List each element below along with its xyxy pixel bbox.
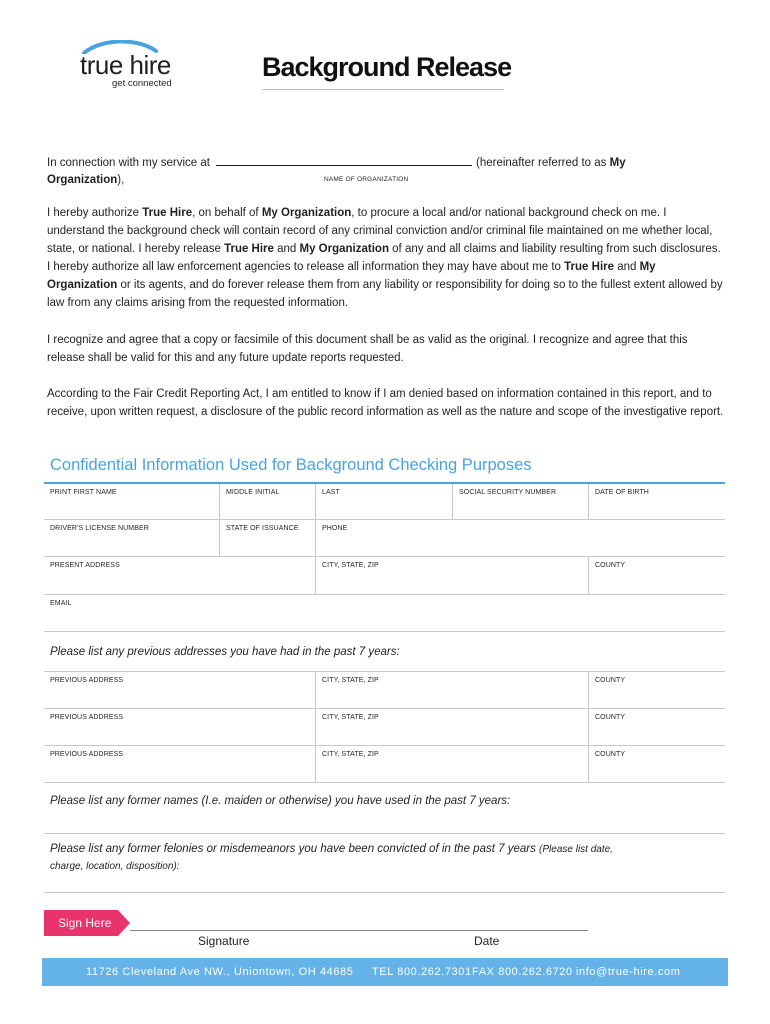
middle-initial-field[interactable]: MIDDLE INITIAL	[220, 484, 316, 519]
county-field[interactable]: COUNTY	[595, 562, 626, 569]
footer-address: 11726 Cleveland Ave NW., Uniontown, OH 44685	[86, 966, 354, 978]
previous-address-row	[44, 746, 725, 783]
footer-fax: FAX 800.262.6720	[472, 966, 573, 978]
city-state-zip-field[interactable]: CITY, STATE, ZIP	[316, 557, 589, 594]
footer-email[interactable]: info@true-hire.com	[576, 966, 681, 978]
previous-city-field[interactable]: CITY, STATE, ZIP	[316, 709, 589, 745]
page-title: Background Release	[262, 52, 512, 82]
intro-text-end: ),	[117, 174, 125, 186]
sign-here-label: Sign Here	[58, 916, 112, 930]
intro-text-after: (hereinafter referred to as	[476, 157, 607, 169]
signature-label: Signature	[198, 934, 250, 948]
state-issuance-field[interactable]: STATE OF ISSUANCE	[220, 520, 316, 556]
first-name-field[interactable]: PRINT FIRST NAME	[44, 484, 220, 519]
section-title: Confidential Information Used for Background Checking Purposes	[50, 456, 532, 474]
bold-term: True Hire	[142, 207, 193, 219]
form-grid-personal	[44, 484, 725, 632]
paragraph-text: or its agents, and do forever release them from any liability or responsibility for doing so to the fullest extent allowed by law from any claims arising from the requested information.	[47, 279, 723, 309]
former-names-line[interactable]	[44, 833, 725, 834]
phone-field[interactable]: PHONE	[322, 525, 348, 532]
paragraph-text: , on behalf of	[192, 207, 262, 219]
last-name-field[interactable]: LAST	[316, 484, 453, 519]
footer-bar	[42, 958, 728, 986]
former-names-prompt: Please list any former names (I.e. maiden or otherwise) you have used in the past 7 years:	[50, 795, 511, 807]
logo-name: true hire	[80, 50, 171, 80]
authorization-paragraph	[47, 204, 727, 312]
footer-tel: TEL 800.262.7301	[372, 966, 472, 978]
fcra-paragraph: According to the Fair Credit Reporting Act, I am entitled to know if I am denied based on information contained in this report, and to receive, upon written request, a disclosure of the public record information as well as the nature and scope of the investigative report.	[47, 388, 724, 418]
email-field[interactable]: EMAIL	[50, 600, 72, 607]
previous-county-field[interactable]: COUNTY	[595, 677, 626, 684]
felonies-line[interactable]	[44, 892, 725, 893]
previous-address-field[interactable]: PREVIOUS ADDRESS	[44, 709, 316, 745]
date-label: Date	[474, 934, 500, 948]
felonies-prompt-text: Please list any former felonies or misdemeanors you have been convicted of in the past 7 years	[50, 843, 536, 855]
sign-here-tag	[44, 910, 130, 936]
title-divider	[262, 89, 504, 90]
previous-county-field[interactable]: COUNTY	[595, 751, 626, 758]
intro-text: In connection with my service at	[47, 157, 210, 169]
previous-addresses-grid	[44, 672, 725, 783]
felonies-note: (Please list date,	[539, 844, 613, 855]
organization-name-field[interactable]	[216, 155, 472, 166]
previous-address-row	[44, 672, 725, 709]
previous-city-field[interactable]: CITY, STATE, ZIP	[316, 672, 589, 708]
logo-tagline: get connected	[112, 78, 172, 89]
present-address-field[interactable]: PRESENT ADDRESS	[44, 557, 316, 594]
logo	[78, 40, 188, 92]
previous-city-field[interactable]: CITY, STATE, ZIP	[316, 746, 589, 782]
felonies-prompt	[50, 841, 710, 875]
paragraph-text: I hereby authorize	[47, 207, 143, 219]
intro-bold-my: My	[609, 157, 626, 169]
bold-term: My Organization	[299, 243, 389, 255]
paragraph-text: , to procure a local and/or national background check on me. I understand the background check will contain record of any criminal conviction and/or criminal file maintained on me whether local, state, or national. I hereby release	[47, 207, 713, 255]
bold-term: My Organization	[47, 261, 656, 291]
previous-addresses-prompt: Please list any previous addresses you have had in the past 7 years:	[50, 646, 400, 658]
copy-validity-paragraph: I recognize and agree that a copy or facsimile of this document shall be as valid as the original. I recognize and agree that this release shall be valid for this and any future update reports requested.	[47, 334, 688, 364]
organization-caption: NAME OF ORGANIZATION	[324, 176, 409, 183]
previous-address-field[interactable]: PREVIOUS ADDRESS	[44, 746, 316, 782]
signature-line[interactable]	[130, 930, 588, 931]
bold-term: My Organization	[261, 207, 352, 219]
previous-address-field[interactable]: PREVIOUS ADDRESS	[44, 672, 316, 708]
dob-field[interactable]: DATE OF BIRTH	[595, 489, 649, 496]
ssn-field[interactable]: SOCIAL SECURITY NUMBER	[453, 484, 589, 519]
paragraph-text: and	[273, 243, 300, 255]
bold-term: True Hire	[224, 243, 274, 255]
license-field[interactable]: DRIVER'S LICENSE NUMBER	[44, 520, 220, 556]
paragraph-text: and	[614, 261, 640, 273]
intro-bold-org: Organization	[47, 174, 118, 186]
felonies-prompt-line2: charge, location, disposition):	[50, 861, 180, 872]
paragraph-text: of any and all claims and liability resulting from such disclosures. I hereby authorize all law enforcement agencies to release all information they may have about me to	[47, 243, 721, 273]
bold-term: True Hire	[564, 261, 615, 273]
intro-block	[47, 155, 727, 189]
previous-address-row	[44, 709, 725, 746]
previous-county-field[interactable]: COUNTY	[595, 714, 626, 721]
